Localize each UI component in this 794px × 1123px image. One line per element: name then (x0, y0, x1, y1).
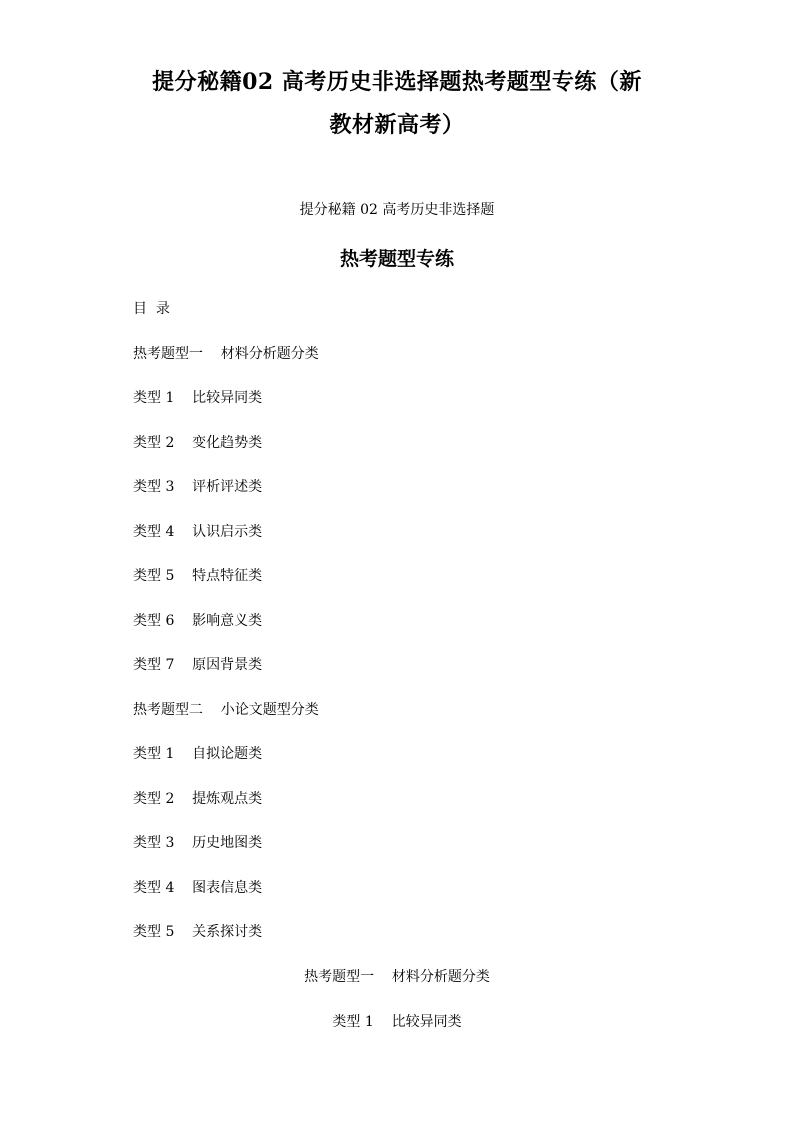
document-title-line-2: 教材新高考） (329, 112, 465, 138)
toc-item: 类型 1 自拟论题类 (133, 746, 263, 762)
toc-item: 类型 3 评析评述类 (133, 479, 263, 495)
toc-item: 类型 1 比较异同类 (133, 390, 263, 406)
toc-label: 目 录 (133, 301, 170, 317)
document-title-line-1: 提分秘籍02 高考历史非选择题热考题型专练（新 (152, 69, 642, 95)
toc-item: 热考题型一 材料分析题分类 (133, 346, 319, 362)
section-heading: 热考题型专练 (339, 248, 454, 270)
toc-item: 类型 2 变化趋势类 (133, 435, 263, 451)
toc-item: 类型 4 认识启示类 (133, 524, 263, 540)
toc-item: 类型 5 关系探讨类 (133, 924, 263, 940)
toc-item: 类型 3 历史地图类 (133, 835, 263, 851)
toc-item: 热考题型二 小论文题型分类 (133, 702, 319, 718)
toc-item: 类型 5 特点特征类 (133, 568, 263, 584)
toc-item: 类型 7 原因背景类 (133, 657, 263, 673)
toc-item: 类型 6 影响意义类 (133, 613, 263, 629)
section-subtitle: 类型 1 比较异同类 (332, 1014, 462, 1030)
section-title: 热考题型一 材料分析题分类 (304, 969, 490, 985)
toc-item: 类型 2 提炼观点类 (133, 791, 263, 807)
toc-item: 类型 4 图表信息类 (133, 880, 263, 896)
document-subtitle: 提分秘籍 02 高考历史非选择题 (299, 202, 495, 218)
